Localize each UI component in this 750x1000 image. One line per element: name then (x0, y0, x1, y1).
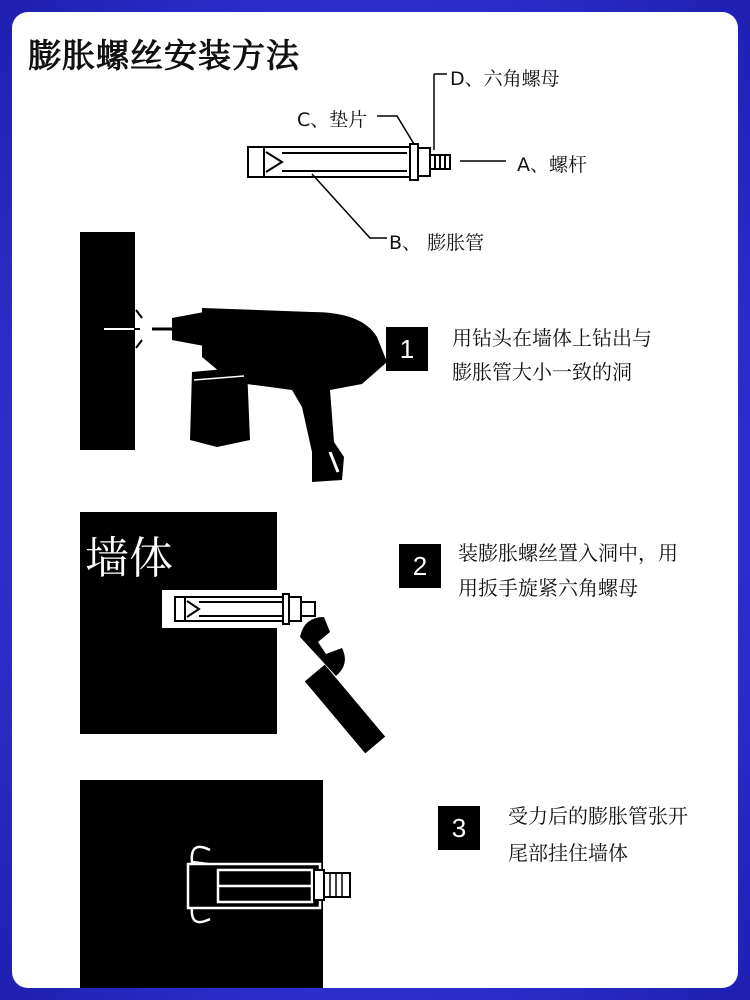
wrench-icon (300, 617, 385, 753)
step3-illustration (80, 780, 350, 988)
step1-text-line2: 膨胀管大小一致的洞 (452, 360, 632, 384)
hex-nut (418, 148, 430, 176)
sleeve-slot-left (266, 152, 282, 172)
diagram-graphics (12, 12, 738, 988)
leader-b (312, 174, 387, 238)
step1-text-line1: 用钻头在墙体上钻出与 (452, 326, 652, 350)
sleeve-body (248, 147, 410, 177)
label-threaded-rod: A、螺杆 (517, 154, 587, 176)
drill-chuck (172, 312, 204, 346)
label-expansion-sleeve: B、 膨胀管 (389, 232, 485, 254)
step3-number: 3 (438, 806, 480, 850)
step3-text-line1: 受力后的膨胀管张开 (508, 804, 688, 828)
step3-text-line2: 尾部挂住墙体 (508, 841, 628, 865)
sleeve-end-cap (248, 147, 264, 177)
step1-number: 1 (386, 327, 428, 371)
leader-c (377, 116, 414, 144)
step1-illustration (80, 232, 387, 482)
step2-number: 2 (399, 544, 441, 588)
label-washer: C、垫片 (297, 109, 368, 131)
wall-label: 墙体 (85, 533, 173, 584)
page-title: 膨胀螺丝安装方法 (28, 36, 300, 75)
step2-text-line2: 用扳手旋紧六角螺母 (458, 576, 638, 600)
wall-section-1 (80, 232, 135, 450)
step2-text-line1: 装膨胀螺丝置入洞中，用 (458, 541, 678, 565)
label-hex-nut: D、六角螺母 (450, 68, 560, 90)
threaded-rod-end (324, 873, 350, 897)
anchor-bolt-parts-diagram (248, 74, 506, 238)
diagram-card (12, 12, 738, 988)
washer (410, 144, 418, 180)
